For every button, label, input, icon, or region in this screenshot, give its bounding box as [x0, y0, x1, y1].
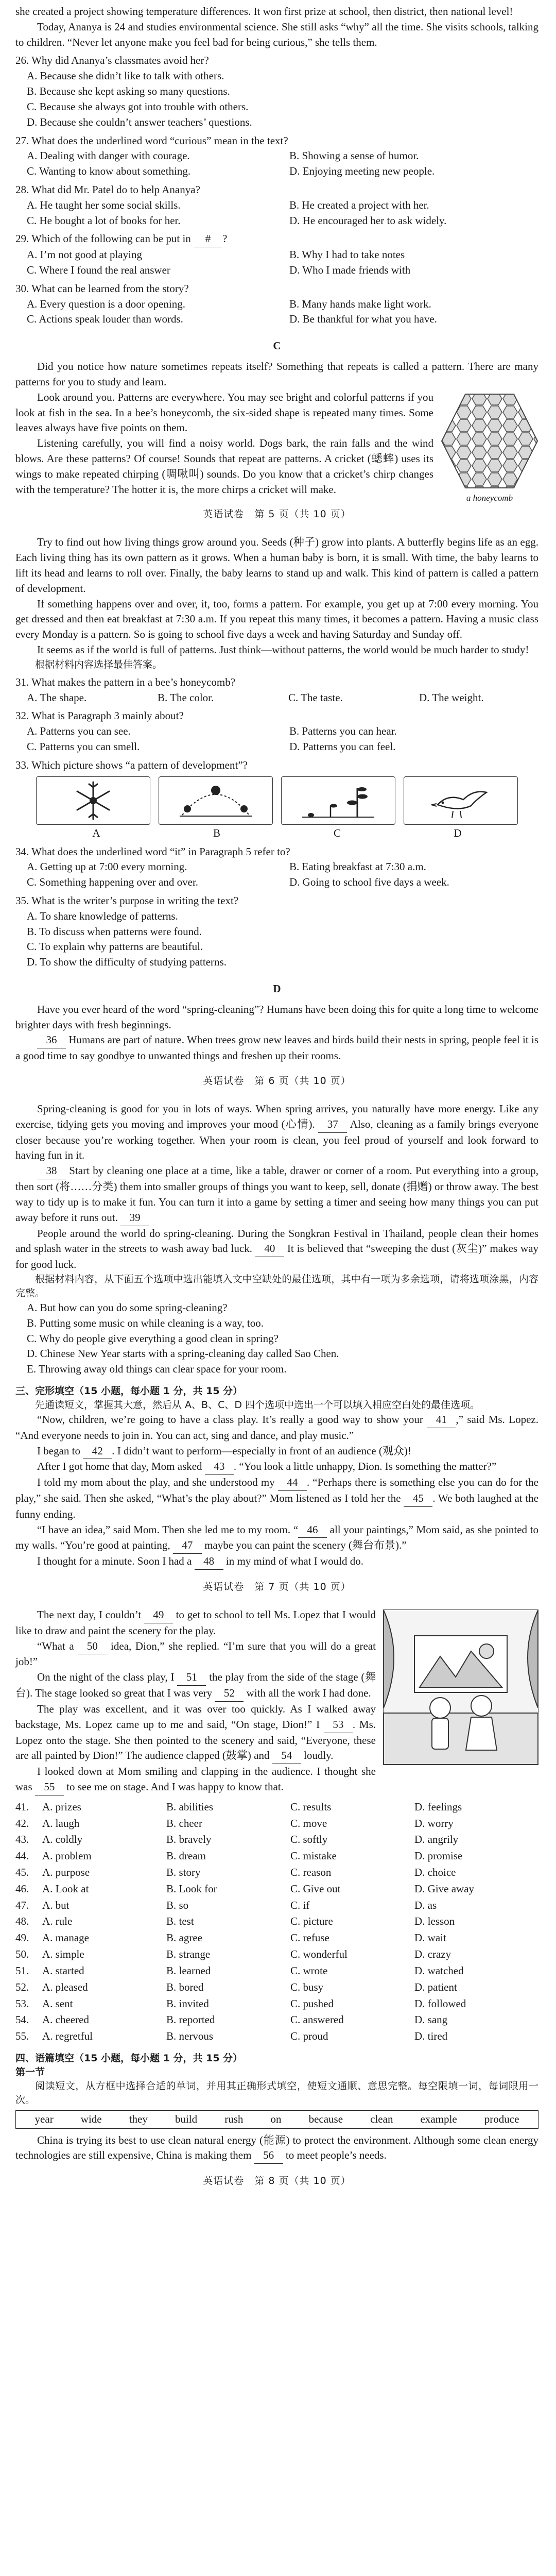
- word: because: [308, 2112, 343, 2125]
- question-stem: 35. What is the writer’s purpose in writing the text?: [15, 894, 239, 907]
- option[interactable]: B. Patterns you can hear.: [289, 725, 397, 738]
- question-stem: 30. What can be learned from the story?: [15, 282, 189, 295]
- section-title: 四、语篇填空（15 小题，每小题 1 分，共 15 分）: [15, 2052, 243, 2064]
- option[interactable]: B. Showing a sense of humor.: [289, 149, 419, 162]
- option[interactable]: C. proud: [290, 2030, 328, 2043]
- picture-option-b[interactable]: [159, 776, 273, 825]
- option[interactable]: B. Look for: [166, 1882, 217, 1895]
- question: [15, 758, 538, 841]
- option[interactable]: C. reason: [290, 1866, 332, 1878]
- question-stem: 29. Which of the following can be put in # ?: [15, 231, 538, 247]
- option[interactable]: A. The shape.: [27, 691, 87, 704]
- option[interactable]: A. regretful: [42, 2030, 93, 2043]
- word: clean: [370, 2112, 393, 2125]
- option[interactable]: B. Many hands make light work.: [289, 297, 431, 310]
- option[interactable]: B. bored: [166, 1980, 204, 1993]
- option[interactable]: B. Putting some music on while cleaning is a way, too.: [27, 1316, 264, 1329]
- option[interactable]: D. lesson: [414, 1915, 455, 1928]
- stage-illustration: [383, 1609, 538, 1765]
- option[interactable]: C. Patterns you can smell.: [27, 740, 140, 753]
- option[interactable]: A. Patterns you can see.: [27, 725, 131, 738]
- option[interactable]: D. Going to school five days a week.: [289, 876, 449, 889]
- passage-paragraph: “Now, children, we’re going to have a class play. It’s really a good way to show your 41 ,” said Ms. Lopez. “And everyone needs to join in. You can act, sing and dance, and play music.”: [15, 1413, 539, 1442]
- passage-paragraph: China is trying its best to use clean natural energy (能源) to protect the environment. Although some clean energy technologies are still expensive, China is making them 56 to meet people’s needs.: [15, 2133, 538, 2164]
- section-letter: D: [273, 982, 281, 995]
- option[interactable]: C. answered: [290, 2013, 344, 2026]
- section-letter: C: [273, 340, 281, 352]
- honeycomb-image: [441, 392, 538, 503]
- option[interactable]: C. Why do people give everything a good clean in spring?: [27, 1332, 279, 1345]
- option[interactable]: D. sang: [414, 2013, 448, 2026]
- picture-option-d[interactable]: [404, 776, 518, 825]
- option[interactable]: B. learned: [166, 1964, 211, 1977]
- option[interactable]: B. Because she kept asking so many questions.: [27, 85, 230, 98]
- option[interactable]: E. Throwing away old things can clear space for your room.: [27, 1363, 287, 1376]
- passage-paragraph: The next day, I couldn’t 49 to get to school to tell Ms. Lopez that I would like to draw and paint the scenery for the play.: [15, 1608, 376, 1637]
- passage-paragraph: Listening carefully, you will find a noisy world. Dogs bark, the rain falls and the wind blows. Are these patterns? Of course! Sounds that repeat are patterns. A cricket (蟋蟀) uses its wings to make repeated chirping (啁啾叫) sounds. Do you know that a cricket’s chirp changes with the temperature? The hotter it is, the more chirps a cricket will make.: [15, 437, 433, 496]
- instruction: 先通读短文，掌握其大意，然后从 A、B、C、D 四个选项中选出一个可以填入相应空白处的最佳选项。: [35, 1399, 480, 1411]
- option[interactable]: B. Why I had to take notes: [289, 248, 405, 261]
- option[interactable]: D. Because she couldn’t answer teachers’ questions.: [27, 115, 252, 128]
- question: [15, 281, 538, 327]
- option[interactable]: D. Patterns you can feel.: [289, 740, 396, 753]
- word: wide: [80, 2112, 102, 2125]
- blank[interactable]: 43: [205, 1459, 234, 1475]
- intro-paragraph: Today, Ananya is 24 and studies environmental science. She still asks “why” all the time. She visits schools, talking to children. “Never let anyone make you feel bad for being curious,” she tells them.: [15, 20, 538, 48]
- passage-paragraph: If something happens over and over, it, too, forms a pattern. For example, you get up at 7:00 every morning. You get dressed and then eat breakfast at 7:30 a.m. If you repeat this many times, it becomes a pattern. Having a music class every Monday is a pattern. So is going to school five days a week and having Saturday and Sunday off.: [15, 597, 538, 641]
- option[interactable]: C. mistake: [290, 1850, 337, 1862]
- option[interactable]: A. Every question is a door opening.: [27, 297, 185, 310]
- passage-paragraph: I thought for a minute. Soon I had a 48 in my mind of what I would do.: [15, 1554, 538, 1570]
- option[interactable]: D. feelings: [414, 1800, 462, 1813]
- question: [15, 708, 538, 754]
- word: year: [34, 2112, 54, 2125]
- blank[interactable]: 53: [324, 1717, 353, 1733]
- option[interactable]: B. To discuss when patterns were found.: [27, 925, 202, 938]
- option[interactable]: A. Look at: [42, 1882, 89, 1895]
- passage-paragraph: Have you ever heard of the word “spring-cleaning”? Humans have been doing this for quite a long time to welcome brighter days with fresh beginnings.: [15, 1003, 538, 1031]
- question-stem: 34. What does the underlined word “it” in Paragraph 5 refer to?: [15, 845, 290, 858]
- option[interactable]: C. Where I found the real answer: [27, 264, 170, 276]
- option[interactable]: C. softly: [290, 1833, 328, 1846]
- picture-label: C: [333, 826, 341, 839]
- passage-paragraph: After I got home that day, Mom asked 43 . “You look a little unhappy, Dion. Is something the matter?”: [15, 1459, 538, 1475]
- blank[interactable]: 39: [120, 1210, 149, 1226]
- option[interactable]: D. To show the difficulty of studying patterns.: [27, 956, 227, 969]
- option[interactable]: C. move: [290, 1817, 327, 1829]
- passage-paragraph: Look around you. Patterns are everywhere. You may see bright and colorful patterns if you look at fish in the sea. In a bee’s honeycomb, the six-sided shape is repeated many times. Some leaves always have five points on them.: [15, 391, 433, 434]
- option[interactable]: D. patient: [414, 1980, 457, 1993]
- option[interactable]: B. reported: [166, 2013, 215, 2026]
- snowflake-icon: [65, 779, 121, 822]
- option[interactable]: C. pushed: [290, 1997, 334, 2010]
- option[interactable]: A. started: [42, 1964, 84, 1977]
- option[interactable]: D. He encouraged her to ask widely.: [289, 214, 447, 227]
- option[interactable]: A. simple: [42, 1948, 84, 1961]
- option[interactable]: C. Because she always got into trouble with others.: [27, 100, 249, 113]
- question: [15, 844, 538, 890]
- page-footer: 英语试卷 第 6 页（共 10 页）: [203, 1075, 351, 1087]
- option[interactable]: A. But how can you do some spring-cleaning?: [27, 1301, 228, 1314]
- option[interactable]: B. test: [166, 1915, 194, 1928]
- option[interactable]: D. worry: [414, 1817, 454, 1829]
- option[interactable]: A. prizes: [42, 1800, 81, 1813]
- blank[interactable]: 56: [254, 2148, 283, 2164]
- picture-label: D: [454, 826, 462, 839]
- instruction: 根据材料内容选择最佳答案。: [35, 658, 163, 670]
- option[interactable]: A. but: [42, 1899, 70, 1911]
- question: [15, 53, 538, 130]
- blank[interactable]: 44: [278, 1475, 307, 1491]
- option[interactable]: D. wait: [414, 1931, 446, 1944]
- option[interactable]: A. manage: [42, 1931, 89, 1944]
- passage-paragraph: 36 Humans are part of nature. When trees grow new leaves and birds build their nests in spring, people feel it is a good time to say goodbye to unwanted things and freshen up their rooms.: [15, 1033, 539, 1062]
- option[interactable]: A. laugh: [42, 1817, 80, 1829]
- passage-paragraph: People around the world do spring-cleaning. During the Songkran Festival in Thailand, people clean their homes and splash water in the streets to wash away bad luck. 40 It is believed that “sweeping the dust (灰尘)” makes way for good luck.: [15, 1227, 538, 1271]
- option[interactable]: A. Dealing with danger with courage.: [27, 149, 190, 162]
- instruction: 阅读短文，从方框中选择合适的单词，并用其正确形式填空，使短文通顺、意思完整。每空限填一词，每词限用一次。: [15, 2080, 538, 2106]
- question: [15, 182, 538, 228]
- word: rush: [224, 2112, 244, 2125]
- option[interactable]: A. sent: [42, 1997, 73, 2010]
- blank[interactable]: 45: [404, 1491, 432, 1507]
- option[interactable]: C. picture: [290, 1915, 333, 1928]
- option[interactable]: D. choice: [414, 1866, 456, 1878]
- option[interactable]: D. Give away: [414, 1882, 475, 1895]
- blank[interactable]: 55: [35, 1780, 64, 1795]
- blank[interactable]: 42: [83, 1444, 112, 1460]
- option[interactable]: D. angrily: [414, 1833, 459, 1846]
- picture-label: A: [92, 826, 100, 839]
- option[interactable]: D. Be thankful for what you have.: [289, 313, 437, 326]
- option[interactable]: C. Wanting to know about something.: [27, 165, 191, 178]
- option[interactable]: B. cheer: [166, 1817, 202, 1829]
- option[interactable]: B. agree: [166, 1931, 202, 1944]
- option[interactable]: A. I’m not good at playing: [27, 248, 142, 261]
- word: they: [129, 2112, 148, 2125]
- picture-label: B: [213, 826, 220, 839]
- blank[interactable]: 38: [37, 1163, 66, 1179]
- option[interactable]: B. strange: [166, 1948, 211, 1961]
- section-title: 三、完形填空（15 小题，每小题 1 分，共 15 分）: [15, 1385, 243, 1397]
- passage-paragraph: 38 Start by cleaning one place at a time, like a table, drawer or corner of a room. Put everything into a group, then sort (将……分类) them into smaller groups of things you want to keep, sell, donate (捐赠) or throw away. The best way to tidy up is to make it fun. You can turn it into a game by setting a timer and seeing how many things you can put away before it runs out. 39: [15, 1163, 538, 1226]
- stage-painting-icon: [384, 1610, 538, 1765]
- option[interactable]: C. To explain why patterns are beautiful.: [27, 940, 203, 953]
- option[interactable]: B. He created a project with her.: [289, 198, 429, 211]
- option[interactable]: D. as: [414, 1899, 437, 1911]
- question: [15, 133, 538, 179]
- passage-paragraph: Try to find out how living things grow around you. Seeds (种子) grow into plants. A butterfly begins life as an egg. Each living thing has its own pattern as it grows. When a human baby is born, it is small. With time, the baby learns to lift its head and learns to roll over. Finally, the baby learns to stand up and walk. This kind of pattern is called a pattern of development.: [15, 536, 538, 595]
- blank[interactable]: 46: [298, 1522, 327, 1538]
- picture-option-c[interactable]: [281, 776, 395, 825]
- option[interactable]: A. To share knowledge of patterns.: [27, 909, 178, 922]
- blank[interactable]: 52: [215, 1686, 244, 1702]
- instruction: 根据材料内容，从下面五个选项中选出能填入文中空缺处的最佳选项，其中有一项为多余选项，请将选项涂黑，内容完整。: [15, 1273, 538, 1299]
- blank[interactable]: 48: [195, 1554, 223, 1570]
- option[interactable]: B. nervous: [166, 2030, 213, 2043]
- intro-paragraph: she created a project showing temperature differences. It won first prize at school, then district, then national level!: [15, 5, 513, 18]
- option[interactable]: A. He taught her some social skills.: [27, 198, 181, 211]
- sun-path-icon: [177, 779, 254, 822]
- word: build: [175, 2112, 198, 2125]
- blank[interactable]: 37: [318, 1117, 347, 1133]
- question-stem: 27. What does the underlined word “curious” mean in the text?: [15, 134, 288, 147]
- option[interactable]: D. promise: [414, 1850, 463, 1862]
- option[interactable]: C. Actions speak louder than words.: [27, 313, 183, 326]
- bird-icon: [422, 779, 499, 822]
- option[interactable]: C. if: [290, 1899, 310, 1911]
- question-stem: 31. What makes the pattern in a bee’s honeycomb?: [15, 675, 236, 688]
- option[interactable]: D. The weight.: [419, 691, 484, 704]
- word: on: [270, 2112, 282, 2125]
- passage-paragraph: “I have an idea,” said Mom. Then she led me to my room. “ 46 all your paintings,” Mom said, as she pointed to my walls. “You’re good at painting, 47 maybe you can paint the scenery (舞台布景).”: [15, 1522, 538, 1554]
- blank[interactable]: 40: [255, 1241, 284, 1257]
- option[interactable]: D. Chinese New Year starts with a spring-cleaning day called Sao Chen.: [27, 1347, 339, 1360]
- option[interactable]: B. invited: [166, 1997, 209, 2010]
- option[interactable]: C. wonderful: [290, 1948, 348, 1961]
- option[interactable]: B. story: [166, 1866, 201, 1878]
- option[interactable]: B. abilities: [166, 1800, 213, 1813]
- page-footer: 英语试卷 第 8 页（共 10 页）: [203, 2175, 351, 2187]
- option[interactable]: D. Who I made friends with: [289, 264, 411, 276]
- option[interactable]: A. rule: [42, 1915, 73, 1928]
- option[interactable]: C. wrote: [290, 1964, 328, 1977]
- option[interactable]: A. Because she didn’t like to talk with others.: [27, 70, 224, 82]
- blank[interactable]: 50: [78, 1639, 107, 1655]
- option[interactable]: A. coldly: [42, 1833, 83, 1846]
- option[interactable]: B. bravely: [166, 1833, 212, 1846]
- option[interactable]: A. cheered: [42, 2013, 89, 2026]
- question-stem: 32. What is Paragraph 3 mainly about?: [15, 709, 184, 722]
- option[interactable]: D. watched: [414, 1964, 464, 1977]
- option[interactable]: C. Something happening over and over.: [27, 876, 199, 889]
- question: [15, 231, 538, 278]
- blank[interactable]: 36: [37, 1032, 66, 1048]
- option[interactable]: D. crazy: [414, 1948, 451, 1961]
- passage-paragraph: It seems as if the world is full of patterns. Just think—without patterns, the world would be much harder to study!: [37, 643, 529, 656]
- word-bank: [15, 2110, 538, 2129]
- passage-paragraph: I looked down at Mom smiling and clapping in the audience. I thought she was 55 to see me on stage. And I was happy to know that.: [15, 1764, 538, 1795]
- option[interactable]: C. He bought a lot of books for her.: [27, 214, 181, 227]
- blank[interactable]: 49: [144, 1607, 173, 1623]
- option[interactable]: D. Enjoying meeting new people.: [289, 165, 435, 178]
- blank[interactable]: 47: [173, 1538, 202, 1554]
- question-stem: 28. What did Mr. Patel do to help Ananya?: [15, 183, 200, 196]
- blank: #: [194, 231, 222, 247]
- option[interactable]: C. refuse: [290, 1931, 329, 1944]
- option[interactable]: A. pleased: [42, 1980, 88, 1993]
- option[interactable]: C. The taste.: [288, 691, 343, 704]
- option[interactable]: B. Eating breakfast at 7:30 a.m.: [289, 860, 426, 873]
- option[interactable]: B. dream: [166, 1850, 206, 1862]
- image-caption: a honeycomb: [466, 493, 513, 503]
- option[interactable]: D. followed: [414, 1997, 466, 2010]
- option[interactable]: C. busy: [290, 1980, 324, 1993]
- question: [15, 675, 538, 706]
- picture-option-a[interactable]: [36, 776, 150, 825]
- option[interactable]: C. results: [290, 1800, 332, 1813]
- passage-paragraph: Did you notice how nature sometimes repeats itself? Something that repeats is called a pattern. There are many patterns for you to study and learn.: [15, 360, 538, 388]
- question-stem: 26. Why did Ananya’s classmates avoid her?: [15, 54, 209, 67]
- cloze-options-table: 41. A. prizes B. abilities C. results D. feelings 42. A. laugh B. cheer C. move D. worry 43. A. coldly B. bravely C. softly D. angrily 44. A. problem B. dream C. mistake D. promise 45. A. purpose B. story C. reason D. choice 46. A. Look at B. Look for C. Give out D. Give away 47. A. but B. so C. if D. as 48. A. rule B. test C. picture D. lesson 49. A. manage B. agree C. refuse D. wait 50. A. simple B. strange C. wonderful D. crazy 51. A. started B. learned C. wrote D. watched 52. A. pleased B. bored C. busy D. patient 53. A. sent B. invited C. pushed D. followed 54. A. cheered B. reported C. answered D. sang 55. A. regretful B. nervous C. proud D. tired: [15, 1800, 538, 2044]
- word: example: [420, 2112, 457, 2125]
- question: [15, 893, 538, 970]
- word: produce: [484, 2112, 519, 2125]
- option[interactable]: D. tired: [414, 2030, 448, 2043]
- passage-paragraph: Spring-cleaning is good for you in lots of ways. When spring arrives, you naturally have more energy. Like any exercise, tidying gets you moving and improves your mood (心情). 37 Also, cleaning as a family brings everyone closer because you’re working together. When your room is clean, you feel proud of yourself and look forward to having fun in it.: [15, 1103, 539, 1162]
- passage-paragraph: “What a 50 idea, Dion,” she replied. “I’m sure that you will do a great job!”: [15, 1639, 376, 1668]
- option[interactable]: A. purpose: [42, 1866, 90, 1878]
- blank[interactable]: 51: [177, 1670, 206, 1686]
- part-title: 第一节: [15, 2066, 45, 2078]
- option[interactable]: B. so: [166, 1899, 189, 1911]
- page-footer: 英语试卷 第 5 页（共 10 页）: [203, 509, 351, 520]
- option[interactable]: C. Give out: [290, 1882, 341, 1895]
- passage-paragraph: I told my mom about the play, and she understood my 44 . “Perhaps there is something else you can do for the play,” she said. Then she asked, “What’s the play about?” Mom listened as I told her the 45 . We both laughed at the funny ending.: [15, 1476, 538, 1520]
- honeycomb-icon: [441, 392, 538, 490]
- option[interactable]: A. problem: [42, 1850, 92, 1862]
- option[interactable]: B. The color.: [158, 691, 214, 704]
- plant-growth-icon: [300, 779, 377, 822]
- passage-paragraph: I began to 42 . I didn’t want to perform—especially in front of an audience (观众)!: [15, 1444, 538, 1460]
- page-footer: 英语试卷 第 7 页（共 10 页）: [203, 1581, 351, 1593]
- passage-paragraph: The play was excellent, and it was over too quickly. As I walked away backstage, Ms. Lopez came up to me and said, “On stage, Dion!” I 53 . Ms. Lopez onto the stage. She then pointed to the scenery and said, “Everyone, these are all painted by Dion!” The audience clapped (鼓掌) and 54 loudly.: [15, 1702, 538, 1764]
- option[interactable]: A. Getting up at 7:00 every morning.: [27, 860, 187, 873]
- blank[interactable]: 54: [272, 1748, 301, 1764]
- blank[interactable]: 41: [427, 1412, 456, 1428]
- question-stem: 33. Which picture shows “a pattern of development”?: [15, 758, 248, 771]
- passage-paragraph: On the night of the class play, I 51 the play from the side of the stage (舞台). The stage looked so great that I was very 52 with all the work I had done.: [15, 1670, 538, 1702]
- picture-options: [15, 773, 538, 825]
